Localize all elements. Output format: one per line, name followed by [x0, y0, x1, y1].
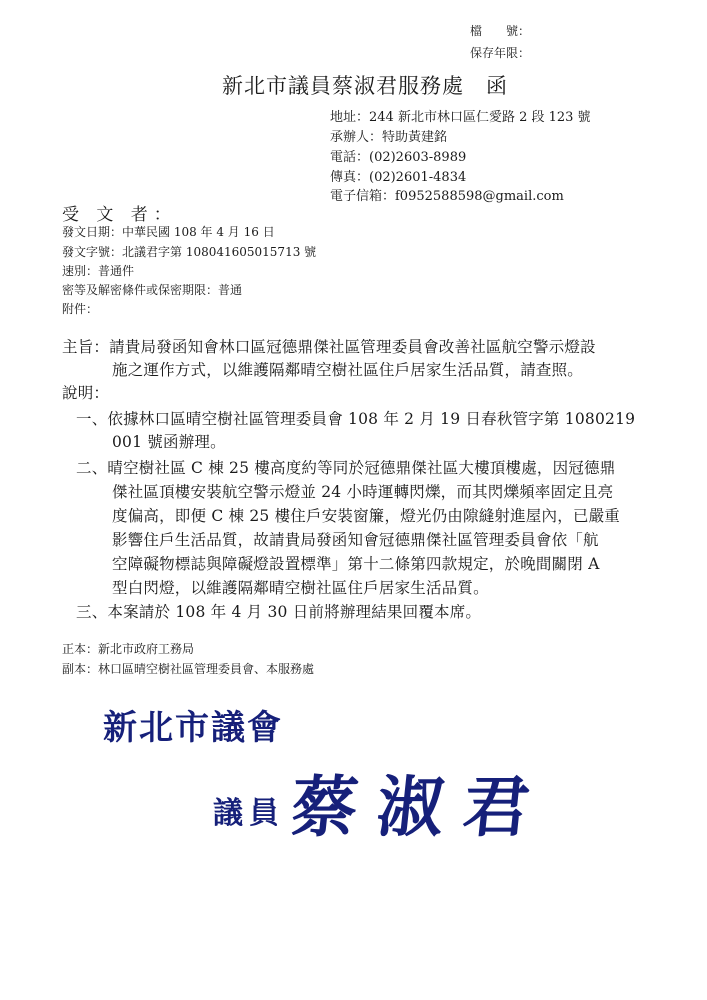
- email-line: 電子信箱：f0952588598@gmail.com: [330, 189, 564, 204]
- fax-line: 傳真：(02)2601-4834: [330, 170, 467, 185]
- explanation-item-2-line-1: 二、晴空樹社區 C 棟 25 樓高度約等同於冠德鼎傑社區大樓頂樓處，因冠德鼎: [76, 459, 616, 477]
- delivery-speed: 速別：普通件: [62, 264, 135, 278]
- seal-title: 議員: [213, 796, 285, 831]
- document-number: 發文字號：北議君字第 108041605015713 號: [62, 245, 317, 259]
- explanation-item-2-line-2: 傑社區頂樓安裝航空警示燈並 24 小時運轉閃爍，而其閃爍頻率固定且亮: [112, 483, 614, 501]
- explanation-item-2-line-4: 影響住戶生活品質，故請貴局發函知會冠德鼎傑社區管理委員會依「航: [112, 531, 599, 549]
- original-recipient: 正本：新北市政府工務局: [62, 642, 195, 656]
- explanation-item-2-line-6: 型白閃燈，以維護隔鄰晴空樹社區住戶居家生活品質。: [112, 579, 489, 597]
- explanation-item-1-line-1: 一、依據林口區晴空樹社區管理委員會 108 年 2 月 19 日春秋管字第 1080219: [76, 410, 636, 428]
- secrecy-level: 密等及解密條件或保密期限：普通: [62, 283, 243, 297]
- seal-member-name: 蔡淑君: [287, 768, 554, 846]
- attachments-label: 附件：: [62, 302, 99, 316]
- phone-line: 電話：(02)2603-8989: [330, 150, 467, 165]
- issue-date: 發文日期：中華民國 108 年 4 月 16 日: [62, 225, 275, 239]
- handler-line: 承辦人：特助黃建銘: [330, 130, 448, 145]
- retention-period-label: 保存年限：: [470, 46, 531, 60]
- file-number-label: 檔 號：: [470, 24, 531, 38]
- explanation-item-2-line-5: 空障礙物標誌與障礙燈設置標準」第十二條第四款規定，於晚間關閉 A: [112, 555, 600, 573]
- explanation-item-3-line-1: 三、本案請於 108 年 4 月 30 日前將辦理結果回覆本席。: [76, 603, 482, 621]
- subject-line-1: 主旨：請貴局發函知會林口區冠德鼎傑社區管理委員會改善社區航空警示燈設: [62, 338, 596, 356]
- explanation-label: 說明：: [62, 384, 110, 402]
- subject-line-2: 施之運作方式，以維護隔鄰晴空樹社區住戶居家生活品質，請查照。: [112, 361, 584, 379]
- explanation-item-2-line-3: 度偏高，即便 C 棟 25 樓住戶安裝窗簾，燈光仍由隙縫射進屋內，已嚴重: [112, 507, 620, 525]
- document-title: 新北市議員蔡淑君服務處 函: [222, 74, 508, 98]
- seal-council-name: 新北市議會: [103, 708, 283, 748]
- copy-recipients: 副本：林口區晴空樹社區管理委員會、本服務處: [62, 662, 315, 676]
- recipient-label: 受 文 者：: [62, 205, 177, 225]
- address-line: 地址：244 新北市林口區仁愛路 2 段 123 號: [330, 110, 591, 125]
- explanation-item-1-line-2: 001 號函辦理。: [112, 433, 226, 451]
